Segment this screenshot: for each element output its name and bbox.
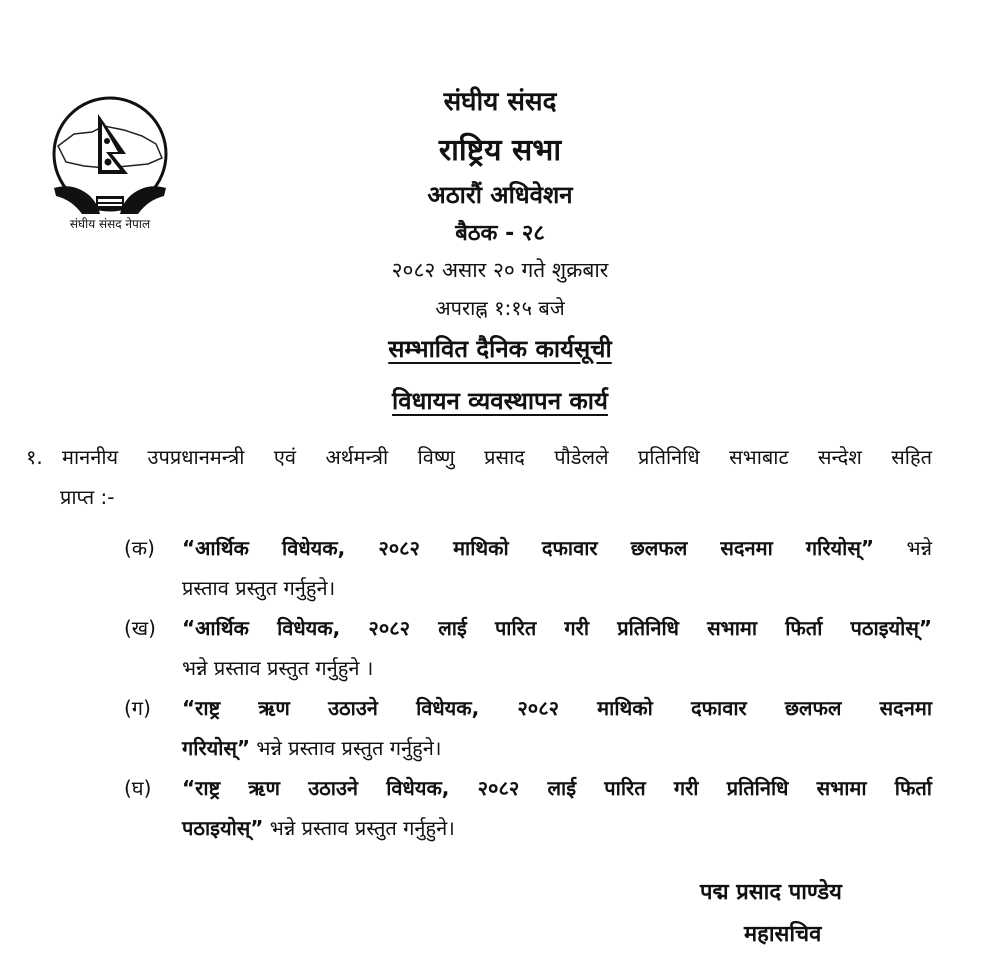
national-assembly-title: राष्ट्रिय सभा (438, 133, 562, 168)
session-name: अठारौं अधिवेशन (427, 181, 573, 209)
meeting-date: २०८२ असार २० गते शुक्रबार (391, 258, 609, 282)
motion-title: “राष्ट्र ऋण उठाउने विधेयक, २०८२ लाई पारित गरी प्रतिनिधि सभामा फिर्ता (182, 776, 932, 800)
motion-title: “आर्थिक विधेयक, २०८२ लाई पारित गरी प्रतिनिधि सभामा फिर्ता पठाइयोस्” (182, 616, 932, 640)
motion-title: “आर्थिक विधेयक, २०८२ माथिको दफावार छलफल सदनमा गरियोस्” (182, 536, 874, 560)
section-title: विधायन व्यवस्थापन कार्य (392, 387, 608, 415)
meeting-time: अपराह्न १:१५ बजे (435, 296, 565, 320)
item-number: १. (26, 445, 43, 469)
motion-title-end: पठाइयोस्” (182, 816, 264, 840)
emblem-caption: संघीय संसद नेपाल (69, 217, 151, 231)
motion-text-line2: भन्ने प्रस्ताव प्रस्तुत गर्नुहुने । (182, 656, 374, 680)
motion-title-end: गरियोस्” (182, 736, 251, 760)
signatory-name: पद्म प्रसाद पाण्डेय (700, 880, 842, 905)
motion-title: “राष्ट्र ऋण उठाउने विधेयक, २०८२ माथिको दफावार छलफल सदनमा (182, 696, 932, 720)
item-text-line1: माननीय उपप्रधानमन्त्री एवं अर्थमन्त्री विष्णु प्रसाद पौडेलले प्रतिनिधि सभाबाट सन्देश सहित (62, 445, 932, 469)
motion-text-line2: भन्ने प्रस्ताव प्रस्तुत गर्नुहुने। (263, 816, 455, 840)
signatory-title: महासचिव (744, 922, 822, 947)
sub-item-label: (क) (124, 536, 155, 560)
sub-item-label: (ग) (124, 696, 151, 720)
agenda-title: सम्भावित दैनिक कार्यसूची (388, 335, 612, 363)
sub-item-label: (ख) (124, 616, 156, 640)
motion-text-line2: भन्ने प्रस्ताव प्रस्तुत गर्नुहुने। (250, 736, 442, 760)
motion-text: भन्ने (874, 536, 932, 560)
item-text-line2: प्राप्त :- (60, 485, 115, 509)
motion-text-line2: प्रस्ताव प्रस्तुत गर्नुहुने। (182, 576, 336, 600)
meeting-number: बैठक - २८ (455, 221, 545, 246)
parliament-name: संघीय संसद (443, 87, 557, 117)
sub-item-label: (घ) (124, 776, 152, 800)
